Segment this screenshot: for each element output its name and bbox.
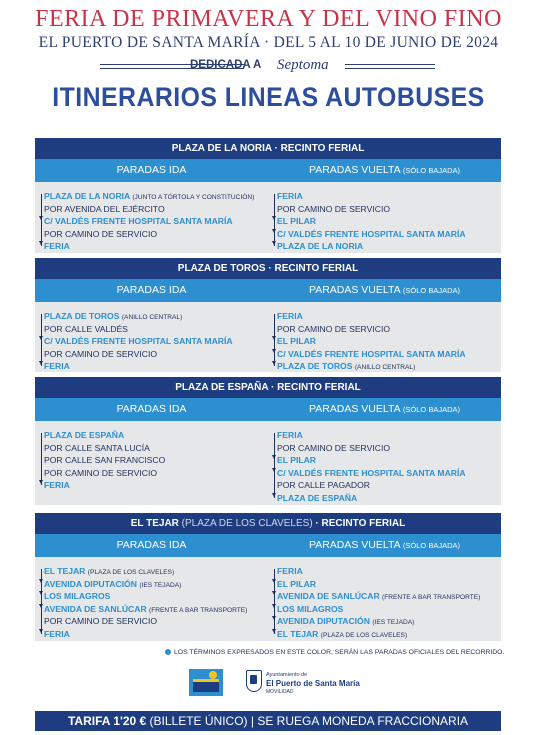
stops-vuelta — [274, 565, 480, 641]
bus-stop — [41, 565, 247, 578]
bus-stop — [41, 360, 233, 373]
stop-label: POR CAMINO DE SERVICIO — [277, 323, 391, 334]
down-arrow-icon — [272, 616, 276, 620]
bus-stop — [274, 429, 466, 442]
down-arrow-icon — [39, 480, 43, 484]
bus-stop — [41, 479, 165, 492]
section-origin: EL TEJAR — [130, 518, 182, 529]
sun-icon — [209, 671, 217, 679]
stop-label: AVENIDA DIPUTACIÓN — [44, 578, 137, 589]
down-arrow-icon — [272, 468, 276, 472]
stop-label: POR CAMINO DE SERVICIO — [44, 348, 158, 359]
column-header-ida: PARADAS IDA — [116, 403, 187, 415]
down-arrow-icon — [39, 241, 43, 245]
route-via — [41, 454, 165, 467]
column-header-ida: PARADAS IDA — [116, 164, 187, 176]
section-origin: PLAZA DE ESPAÑA — [175, 382, 269, 393]
route-section — [35, 138, 501, 253]
column-header-row — [35, 398, 501, 421]
bus-stop — [274, 310, 466, 323]
stop-note: (ANILLO CENTRAL) — [121, 314, 183, 321]
stop-label: AVENIDA DE SANLÚCAR — [277, 591, 380, 602]
route-line — [274, 194, 275, 246]
route-via — [274, 442, 466, 455]
stop-label: PLAZA DE LA NORIA — [44, 191, 130, 201]
stop-label: POR CAMINO DE SERVICIO — [44, 616, 158, 627]
stops-ida — [41, 310, 233, 373]
down-arrow-icon — [272, 591, 276, 595]
stop-label: EL PILAR — [277, 455, 316, 466]
bus-stop — [274, 603, 480, 616]
stop-label: EL PILAR — [277, 216, 316, 227]
down-arrow-icon — [272, 361, 276, 365]
down-arrow-icon — [39, 629, 43, 633]
stop-label: EL PILAR — [277, 336, 316, 347]
route-via — [274, 323, 466, 336]
bus-stop — [41, 628, 247, 641]
section-destination: · RECINTO FERIAL — [312, 518, 406, 529]
legend-text: LOS TÉRMINOS EXPRESADOS EN ESTE COLOR, SERÁN LAS PARADAS OFICIALES DEL RECORRIDO. — [174, 649, 505, 656]
route-section — [35, 513, 501, 641]
stop-label: C/ VALDÉS FRENTE HOSPITAL SANTA MARÍA — [44, 216, 233, 227]
stop-label: EL PILAR — [277, 578, 316, 589]
bus-stop — [274, 348, 466, 361]
legend-dot-icon — [165, 649, 171, 655]
column-header-vuelta-note: (SÓLO BAJADA) — [402, 166, 461, 175]
down-arrow-icon — [272, 493, 276, 497]
section-origin: PLAZA DE TOROS — [177, 263, 266, 274]
column-header-vuelta-label: PARADAS VUELTA — [308, 284, 400, 296]
stop-label: C/ VALDÉS FRENTE HOSPITAL SANTA MARÍA — [277, 348, 466, 359]
stop-label: FERIA — [44, 361, 70, 372]
town-council-logo — [246, 669, 366, 697]
stops-ida — [41, 429, 165, 492]
poster-header — [0, 0, 537, 113]
down-arrow-icon — [39, 336, 43, 340]
route-via — [41, 615, 247, 628]
column-header-vuelta — [268, 164, 501, 176]
down-arrow-icon — [39, 216, 43, 220]
column-header-vuelta-note: (SÓLO BAJADA) — [402, 286, 461, 295]
route-via — [41, 203, 254, 216]
bus-stop — [274, 590, 480, 603]
stop-note: (ANILLO CENTRAL) — [354, 364, 416, 372]
bus-icon — [193, 679, 219, 692]
route-line — [274, 433, 275, 498]
bus-stop — [274, 628, 480, 641]
route-via — [274, 203, 466, 216]
stop-label: PLAZA DE TOROS — [44, 311, 120, 321]
stop-label: FERIA — [44, 480, 70, 491]
bus-stop — [274, 492, 466, 505]
stop-label: PLAZA DE ESPAÑA — [277, 492, 358, 503]
stop-label: FERIA — [44, 628, 70, 639]
stop-label: POR CAMINO DE SERVICIO — [277, 442, 391, 453]
route-via — [41, 348, 233, 361]
stop-label: FERIA — [277, 191, 303, 201]
section-destination: · RECINTO FERIAL — [271, 143, 365, 154]
stops-ida — [41, 565, 247, 641]
route-via — [41, 228, 254, 241]
logo-line-2: El Puerto de Santa María — [266, 679, 360, 688]
bus-stop — [274, 454, 466, 467]
bus-stop — [274, 228, 466, 241]
section-origin: PLAZA DE LA NORIA — [171, 143, 272, 154]
bus-stop — [41, 310, 233, 323]
bus-stop — [41, 603, 247, 616]
bus-stop — [274, 360, 466, 373]
route-line — [41, 314, 42, 366]
stop-label: POR CAMINO DE SERVICIO — [277, 203, 391, 214]
column-header-row — [35, 534, 501, 557]
stop-label: PLAZA DE TOROS — [277, 361, 353, 372]
stop-label: C/ VALDÉS FRENTE HOSPITAL SANTA MARÍA — [277, 467, 466, 478]
column-header-row — [35, 279, 501, 302]
bus-stop — [41, 240, 254, 253]
down-arrow-icon — [39, 579, 43, 583]
stop-label: LOS MILAGROS — [44, 591, 111, 602]
bus-stop — [274, 240, 466, 253]
stops-ida — [41, 190, 254, 253]
column-header-vuelta — [268, 403, 501, 415]
bus-stop — [41, 590, 247, 603]
stop-label: POR CAMINO DE SERVICIO — [44, 228, 158, 239]
logo-line-1: Ayuntamiento de — [266, 672, 308, 678]
column-header-vuelta-label: PARADAS VUELTA — [308, 539, 400, 551]
fare-details: (BILLETE ÚNICO) | SE RUEGA MONEDA FRACCIONARIA — [146, 714, 469, 728]
down-arrow-icon — [272, 629, 276, 633]
column-header-vuelta — [268, 539, 501, 551]
event-subtitle: EL PUERTO DE SANTA MARÍA · DEL 5 AL 10 DE JUNIO DE 2024 — [38, 34, 499, 51]
route-line — [274, 314, 275, 366]
column-header-vuelta — [268, 284, 501, 296]
bus-stop — [274, 578, 480, 591]
bus-stop — [41, 429, 165, 442]
route-via — [41, 323, 233, 336]
section-title — [35, 513, 501, 534]
stop-note: (FRENTE A BAR TRANSPORTE) — [149, 606, 248, 614]
bus-stop — [274, 215, 466, 228]
stop-label: POR CALLE SANTA LUCÍA — [44, 442, 150, 453]
route-via — [41, 467, 165, 480]
section-title — [35, 138, 501, 159]
bus-stop — [41, 578, 247, 591]
stop-label: PLAZA DE ESPAÑA — [44, 430, 125, 440]
stop-note: (FRENTE A BAR TRANSPORTE) — [382, 594, 481, 602]
route-section — [35, 258, 501, 372]
stop-label: FERIA — [277, 311, 303, 321]
dedicated-logo: Septoma — [277, 57, 329, 73]
section-title — [35, 258, 501, 279]
stop-label: AVENIDA DIPUTACIÓN — [277, 616, 370, 627]
route-via — [41, 442, 165, 455]
stop-label: POR AVENIDA DEL EJÉRCITO — [44, 203, 165, 214]
stops-vuelta — [274, 190, 466, 253]
column-header-vuelta-label: PARADAS VUELTA — [308, 403, 400, 415]
stop-label: AVENIDA DE SANLÚCAR — [44, 603, 147, 614]
coat-of-arms-icon — [246, 670, 262, 692]
down-arrow-icon — [272, 579, 276, 583]
logo-line-3: MOVILIDAD — [266, 689, 294, 695]
stop-note: (PLAZA DE LOS CLAVELES) — [87, 569, 175, 576]
bus-stop — [274, 467, 466, 480]
route-via — [274, 479, 466, 492]
down-arrow-icon — [272, 336, 276, 340]
dedicated-label: DEDICADA A — [190, 59, 262, 71]
down-arrow-icon — [272, 349, 276, 353]
event-title: FERIA DE PRIMAVERA Y DEL VINO FINO — [35, 6, 502, 32]
stops-vuelta — [274, 310, 466, 373]
stop-label: POR CALLE PAGADOR — [277, 480, 370, 491]
bus-stop — [41, 215, 254, 228]
stop-label: FERIA — [44, 241, 70, 252]
section-destination: · RECINTO FERIAL — [268, 382, 361, 393]
divider-right — [345, 64, 435, 69]
bus-stop — [274, 565, 480, 578]
bus-stop — [274, 615, 480, 628]
legend — [165, 649, 504, 656]
stop-label: FERIA — [277, 430, 303, 440]
stop-label: LOS MILAGROS — [277, 603, 344, 614]
bus-stop — [41, 190, 254, 203]
section-title — [35, 377, 501, 398]
route-line — [41, 433, 42, 485]
down-arrow-icon — [39, 604, 43, 608]
bus-stop — [274, 190, 466, 203]
bus-stop — [41, 335, 233, 348]
column-header-row — [35, 159, 501, 182]
down-arrow-icon — [39, 361, 43, 365]
column-header-ida: PARADAS IDA — [116, 539, 187, 551]
column-header-vuelta-label: PARADAS VUELTA — [308, 164, 400, 176]
stop-label: POR CALLE VALDÉS — [44, 323, 128, 334]
down-arrow-icon — [272, 216, 276, 220]
page-title: ITINERARIOS LINEAS AUTOBUSES — [52, 82, 485, 112]
stop-label: EL TEJAR — [277, 628, 319, 639]
stop-label: PLAZA DE LA NORIA — [277, 241, 364, 252]
column-header-vuelta-note: (SÓLO BAJADA) — [402, 541, 461, 550]
stops-vuelta — [274, 429, 466, 505]
bus-stop — [274, 335, 466, 348]
stop-label: EL TEJAR — [44, 566, 86, 576]
stop-label: FERIA — [277, 566, 303, 576]
down-arrow-icon — [272, 455, 276, 459]
down-arrow-icon — [272, 604, 276, 608]
down-arrow-icon — [39, 591, 43, 595]
stop-note: (IES TEJADA) — [372, 619, 415, 627]
column-header-ida: PARADAS IDA — [116, 284, 187, 296]
stop-note: (PLAZA DE LOS CLAVELES) — [320, 631, 408, 639]
dedication-row — [0, 56, 537, 78]
fare-banner — [35, 711, 501, 731]
section-origin-note: (PLAZA DE LOS CLAVELES) — [181, 518, 313, 529]
stop-label: POR CALLE SAN FRANCISCO — [44, 455, 166, 466]
route-line — [41, 194, 42, 246]
feria-logo — [189, 669, 223, 696]
section-destination: · RECINTO FERIAL — [265, 263, 359, 274]
route-section — [35, 377, 501, 505]
stop-label: C/ VALDÉS FRENTE HOSPITAL SANTA MARÍA — [44, 336, 233, 347]
down-arrow-icon — [272, 241, 276, 245]
stop-label: POR CAMINO DE SERVICIO — [44, 467, 158, 478]
down-arrow-icon — [272, 229, 276, 233]
stop-note: (IES TEJADA) — [139, 581, 182, 589]
fare-price: TARIFA 1'20 € — [67, 714, 147, 728]
stop-label: C/ VALDÉS FRENTE HOSPITAL SANTA MARÍA — [277, 228, 466, 239]
stop-note: (JUNTO A TÓRTOLA Y CONSTITUCIÓN) — [132, 194, 255, 201]
column-header-vuelta-note: (SÓLO BAJADA) — [402, 405, 461, 414]
